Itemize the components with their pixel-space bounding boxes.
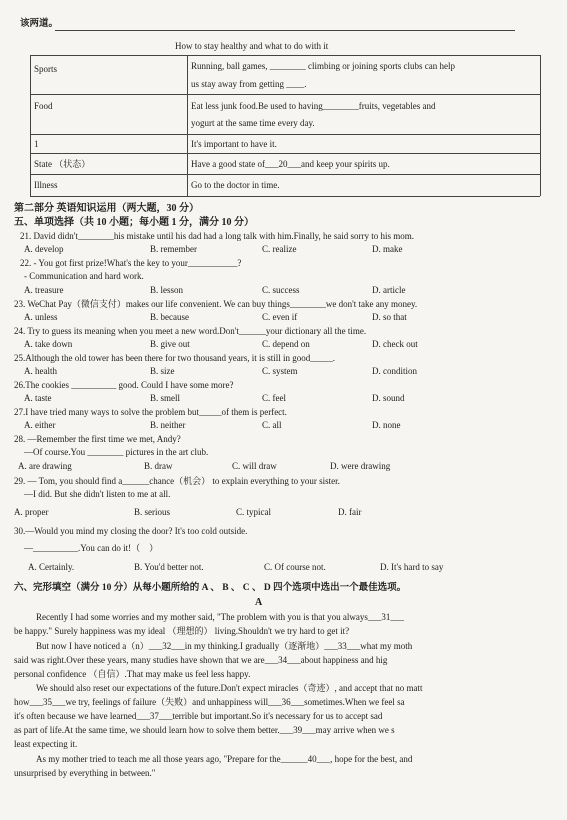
table-row-text: us stay away from getting ____. [191, 79, 307, 89]
question-stem: 22. - You got first prize!What's the key to your___________? [20, 258, 242, 268]
option: B. neither [150, 420, 186, 430]
option: A. are drawing [18, 461, 72, 471]
option: A. taste [24, 393, 52, 403]
question-stem: —I did. But she didn't listen to me at all. [24, 489, 171, 499]
passage-label: A [255, 597, 263, 608]
table-row-text: Eat less junk food.Be used to having________fruits, vegetables and [191, 101, 436, 111]
option: D. check out [372, 339, 418, 349]
question-stem: 28. —Remember the first time we met, Andy? [14, 434, 181, 444]
option: A. treasure [24, 285, 64, 295]
table-row-label: Food [34, 101, 53, 111]
option: C. Of course not. [264, 562, 326, 572]
passage-line: unsurprised by everything in between." [14, 768, 156, 778]
option: D. condition [372, 366, 417, 376]
option: C. typical [236, 507, 271, 517]
option: A. either [24, 420, 56, 430]
question-stem: 25.Although the old tower has been there for two thousand years, it is still in good_____. [14, 353, 335, 363]
option: D. make [372, 244, 403, 254]
passage-line: be happy." Surely happiness was my ideal （理想的） living.Shouldn't we try hard to get it? [14, 626, 350, 636]
passage-line: it's often because we have learned___37___terrible but important.So it's necessary for us to accept sad [14, 711, 383, 721]
option: B. smell [150, 393, 181, 403]
passage-line: We should also reset our expectations of the future.Don't expect miracles（奇迹）, and accept that no matt [36, 683, 423, 693]
option: C. even if [262, 312, 298, 322]
table-row-label: 1 [34, 139, 39, 149]
question-stem: 23. WeChat Pay（微信支付）makes our life convenient. We can buy things________we don't take any money. [14, 299, 418, 309]
passage-line: how___35___we try, feelings of failure（失败）and unhappiness will___36___sometimes.When we feel sa [14, 697, 405, 707]
option: B. because [150, 312, 189, 322]
option: A. unless [24, 312, 58, 322]
option: C. depend on [262, 339, 310, 349]
option: B. draw [144, 461, 173, 471]
page-fragment: 该两道。 [20, 19, 59, 29]
passage-line: personal confidence （自信）.That may make us feel less happy. [14, 669, 251, 679]
option: D. sound [372, 393, 405, 403]
passage-line: least expecting it. [14, 739, 78, 749]
question-stem: 26.The cookies __________ good. Could I have some more? [14, 380, 234, 390]
question-stem: 24. Try to guess its meaning when you meet a new word.Don't______your dictionary all the time. [14, 326, 367, 336]
table-row-label: State （状态） [34, 159, 91, 169]
table-title: How to stay healthy and what to do with it [175, 41, 329, 51]
option: D. fair [338, 507, 362, 517]
question-stem: 30.—Would you mind my closing the door? It's too cold outside. [14, 526, 248, 536]
question-stem: 27.I have tried many ways to solve the problem but_____of them is perfect. [14, 407, 287, 417]
option: C. all [262, 420, 282, 430]
question-stem: 21. David didn't________his mistake until his dad had a long talk with him.Finally, he said sorry to his mom. [20, 231, 415, 241]
option: A. health [24, 366, 57, 376]
option: A. proper [14, 507, 49, 517]
option: B. You'd better not. [134, 562, 204, 572]
table-row-text: It's important to have it. [191, 139, 277, 149]
option: D. none [372, 420, 401, 430]
option: B. lesson [150, 285, 184, 295]
table-row-label: Illness [34, 180, 58, 190]
passage-line: as part of life.At the same time, we should learn how to solve them better.___39___may arrive when we s [14, 725, 395, 735]
question-stem: —Of course.You ________ pictures in the art club. [24, 447, 209, 457]
option: B. serious [134, 507, 170, 517]
option: D. article [372, 285, 406, 295]
option: C. success [262, 285, 300, 295]
option: D. were drawing [330, 461, 391, 471]
option: B. remember [150, 244, 197, 254]
question-stem: —__________.You can do it!（ ） [24, 543, 159, 553]
passage-line: Recently I had some worries and my mother said, "The problem with you is that you always___31___ [36, 612, 404, 622]
table-row-label: Sports [34, 64, 58, 74]
option: B. give out [150, 339, 190, 349]
passage-line: As my mother tried to teach me all those years ago, "Prepare for the______40___, hope for the best, and [36, 754, 413, 764]
option: C. system [262, 366, 298, 376]
option: D. so that [372, 312, 407, 322]
divider [55, 30, 515, 31]
part-heading: 第二部分 英语知识运用（两大题，30 分） [14, 203, 199, 214]
table-row-text: yogurt at the same time every day. [191, 118, 315, 128]
option: A. Certainly. [28, 562, 75, 572]
option: C. realize [262, 244, 297, 254]
table-row-text: Have a good state of___20___and keep your spirits up. [191, 159, 390, 169]
option: A. develop [24, 244, 64, 254]
option: A. take down [24, 339, 73, 349]
option: D. It's hard to say [380, 562, 444, 572]
section-heading: 六、完形填空（满分 10 分）从每小题所给的 A 、 B 、 C 、 D 四个选项中选出一个最佳选项。 [14, 583, 407, 593]
option: C. feel [262, 393, 286, 403]
section-heading: 五、单项选择（共 10 小题；每小题 1 分，满分 10 分） [14, 217, 254, 228]
passage-line: But now I have noticed a（n）___32___in my thinking.I gradually（逐渐地）___33___what my moth [36, 641, 413, 651]
table-row-text: Go to the doctor in time. [191, 180, 280, 190]
question-stem: - Communication and hard work. [24, 271, 144, 281]
option: B. size [150, 366, 175, 376]
question-stem: 29. — Tom, you should find a______chance（机会） to explain everything to your sister. [14, 476, 340, 486]
passage-line: said was right.Over these years, many studies have shown that we are___34___about happiness and hig [14, 655, 388, 665]
table-row-text: Running, ball games, ________ climbing or joining sports clubs can help [191, 61, 455, 71]
option: C. will draw [232, 461, 277, 471]
